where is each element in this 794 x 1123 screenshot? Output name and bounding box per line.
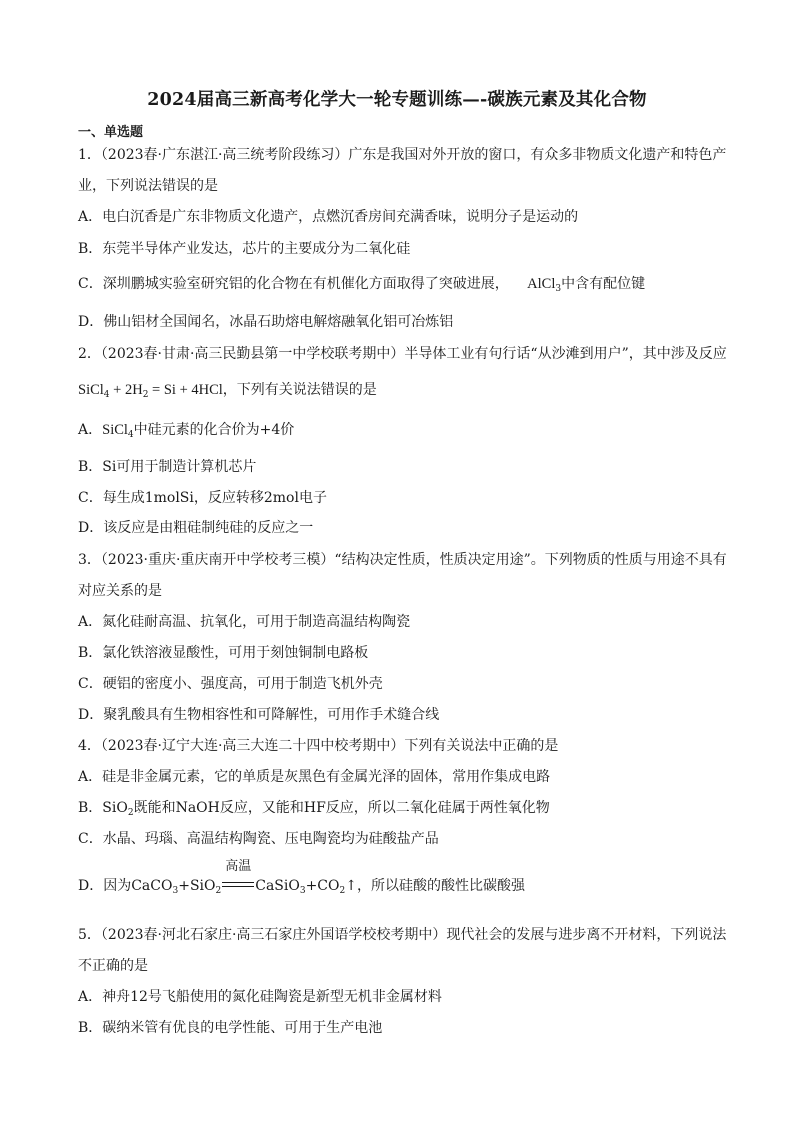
q4-stem: 4．（2023春·辽宁大连·高三大连二十四中校考期中）下列有关说法中正确的是 — [78, 738, 559, 754]
document-title: 2024届高三新高考化学大一轮专题训练—-碳族元素及其化合物 — [147, 90, 647, 110]
q4-option-d-product-1: CaSiO — [255, 878, 300, 894]
q1-stem-line-2: 业，下列说法错误的是 — [78, 178, 218, 194]
q4-option-d-suffix: ↑，所以硅酸的酸性比碳酸强 — [345, 878, 525, 894]
q3-option-c: C．硬铝的密度小、强度高，可用于制造飞机外壳 — [78, 676, 383, 692]
q2-stem-suffix: ，下列有关说法错误的是 — [222, 382, 377, 398]
q4-option-d-product-2: +CO — [305, 878, 340, 894]
q2-option-a-formula: SiCl — [102, 422, 128, 438]
q3-stem-line-2: 对应关系的是 — [78, 583, 162, 599]
q2-equation-reactant-1: SiCl — [78, 382, 104, 398]
q1-stem-line-1: 1．（2023春·广东湛江·高三统考阶段练习）广东是我国对外开放的窗口，有众多非物质文化遗产和特色产 — [78, 147, 727, 163]
q1-option-c-formula: AlCl — [527, 276, 556, 292]
q3-option-d: D．聚乳酸具有生物相容性和可降解性，可用作手术缝合线 — [78, 707, 440, 723]
q4-option-b-subscript: 2 — [127, 808, 134, 818]
q4-option-b-text: 既能和NaOH反应，又能和HF反应，所以二氧化硅属于两性氧化物 — [133, 800, 550, 816]
q2-option-c: C．每生成1molSi，反应转移2mol电子 — [78, 490, 327, 506]
reaction-condition — [222, 859, 254, 895]
q4-option-d-sub-1: 3 — [172, 886, 179, 896]
q2-option-a — [78, 421, 294, 444]
q4-option-d-sub-4: 2 — [339, 886, 346, 896]
double-equals-sign — [222, 882, 254, 887]
reaction-condition-label: 高温 — [225, 859, 252, 874]
q4-option-d-reactant-2: +SiO — [178, 878, 216, 894]
q1-option-a: A．电白沉香是广东非物质文化遗产，点燃沉香房间充满香味，说明分子是运动的 — [78, 209, 579, 225]
q5-option-a: A．神舟12号飞船使用的氮化硅陶瓷是新型无机非金属材料 — [78, 989, 442, 1005]
q4-option-d-prefix: D．因为CaCO — [78, 878, 173, 894]
q2-option-d: D．该反应是由粗硅制纯硅的反应之一 — [78, 520, 314, 536]
q5-stem-line-1: 5．（2023春·河北石家庄·高三石家庄外国语学校校考期中）现代社会的发展与进步离不开材料，下列说法 — [78, 927, 727, 943]
q3-option-b: B．氯化铁溶液显酸性，可用于刻蚀铜制电路板 — [78, 645, 369, 661]
q2-option-a-subscript: 4 — [127, 430, 134, 440]
q5-option-b: B．碳纳米管有优良的电学性能、可用于生产电池 — [78, 1020, 383, 1036]
q1-option-c — [78, 275, 645, 298]
q3-stem-line-1: 3．（2023·重庆·重庆南开中学校考三模）“结构决定性质，性质决定用途”。下列物质的性质与用途不具有 — [78, 552, 727, 568]
q2-equation-sub-2: 2 — [142, 390, 149, 400]
q2-equation-reactant-2: + 2H — [109, 382, 143, 398]
q4-option-d-sub-3: 3 — [299, 886, 306, 896]
q2-option-b: B．Si可用于制造计算机芯片 — [78, 459, 257, 475]
q2-option-a-text: 中硅元素的化合价为+4价 — [133, 422, 295, 438]
q4-option-d-sub-2: 2 — [215, 886, 222, 896]
q2-equation-sub-1: 4 — [103, 390, 110, 400]
q1-option-c-text: C．深圳鹏城实验室研究铝的化合物在有机催化方面取得了突破进展， — [78, 276, 509, 292]
q4-option-d — [78, 859, 525, 900]
q2-stem-line-1: 2．（2023春·甘肃·高三民勤县第一中学校联考期中）半导体工业有句行话“从沙滩到用户”，其中涉及反应 — [78, 346, 727, 362]
q4-option-b — [78, 799, 550, 822]
q2-stem-line-2 — [78, 381, 377, 404]
q1-option-d: D．佛山铝材全国闻名，冰晶石助熔电解熔融氧化铝可冶炼铝 — [78, 314, 454, 330]
q4-option-b-formula: B．SiO — [78, 800, 128, 816]
q1-option-b: B．东莞半导体产业发达，芯片的主要成分为二氧化硅 — [78, 241, 411, 257]
q3-option-a: A．氮化硅耐高温、抗氧化，可用于制造高温结构陶瓷 — [78, 614, 411, 630]
q1-option-c-subscript: 3 — [555, 284, 562, 294]
q4-option-a: A．硅是非金属元素，它的单质是灰黑色有金属光泽的固体，常用作集成电路 — [78, 769, 551, 785]
q1-option-c-suffix: 中含有配位键 — [561, 276, 646, 292]
q2-equation-products: = Si + 4HCl — [148, 382, 223, 398]
q5-stem-line-2: 不正确的是 — [78, 958, 148, 974]
q4-option-c: C．水晶、玛瑙、高温结构陶瓷、压电陶瓷均为硅酸盐产品 — [78, 831, 439, 847]
q2-option-a-label: A． — [78, 422, 103, 438]
section-heading: 一、单选题 — [78, 125, 144, 140]
